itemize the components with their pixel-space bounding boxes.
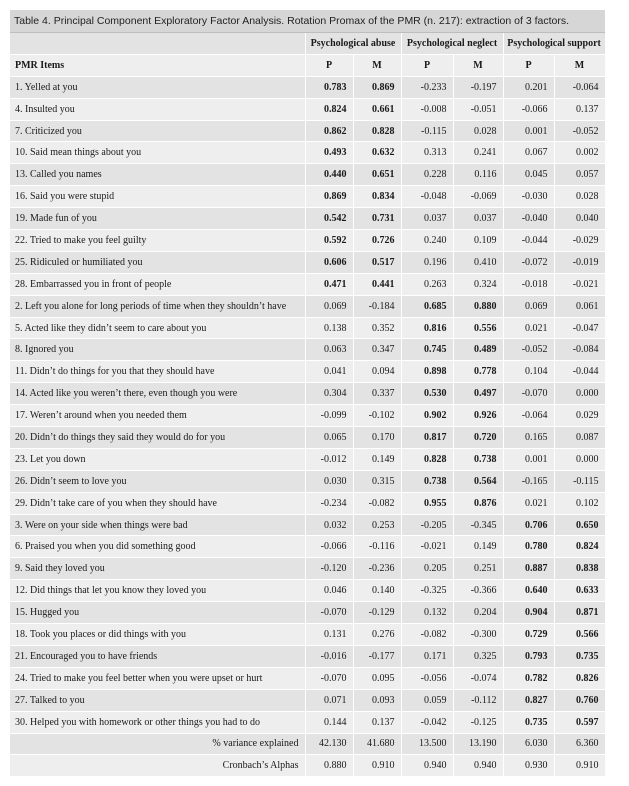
- loading-cell: 0.170: [353, 427, 401, 449]
- group-header-row: [10, 33, 605, 54]
- loading-cell: -0.044: [503, 230, 554, 252]
- pmr-item-label: 4. Insulted you: [10, 98, 305, 120]
- loading-cell: 0.869: [305, 186, 353, 208]
- loading-cell: -0.047: [554, 317, 605, 339]
- loading-cell: -0.070: [305, 602, 353, 624]
- table-row: [10, 251, 605, 273]
- loading-cell: -0.069: [453, 186, 503, 208]
- loading-cell: 0.138: [305, 317, 353, 339]
- footer-value-cell: 0.940: [453, 755, 503, 777]
- loading-cell: 0.304: [305, 383, 353, 405]
- subheader-m-support: M: [554, 54, 605, 76]
- footer-value-cell: 0.880: [305, 755, 353, 777]
- loading-cell: 0.102: [554, 492, 605, 514]
- table-row: [10, 208, 605, 230]
- loading-cell: 0.059: [401, 689, 453, 711]
- table-caption: Table 4. Principal Component Exploratory Factor Analysis. Rotation Promax of the PMR (n. 217): extraction of 3 factors.: [10, 10, 605, 33]
- table-row: [10, 711, 605, 733]
- loading-cell: -0.197: [453, 76, 503, 98]
- loading-cell: -0.019: [554, 251, 605, 273]
- loading-cell: -0.021: [554, 273, 605, 295]
- loading-cell: 0.661: [353, 98, 401, 120]
- loading-cell: -0.066: [305, 536, 353, 558]
- pmr-item-label: 17. Weren’t around when you needed them: [10, 405, 305, 427]
- loading-cell: 0.783: [305, 76, 353, 98]
- table-row: [10, 142, 605, 164]
- table-row: [10, 645, 605, 667]
- loading-cell: 0.887: [503, 558, 554, 580]
- items-header: PMR Items: [10, 54, 305, 76]
- loading-cell: 0.000: [554, 448, 605, 470]
- loading-cell: 0.137: [554, 98, 605, 120]
- loading-cell: 0.497: [453, 383, 503, 405]
- footer-value-cell: 0.940: [401, 755, 453, 777]
- pmr-item-label: 8. Ignored you: [10, 339, 305, 361]
- footer-label: Cronbach’s Alphas: [10, 755, 305, 777]
- table-row: [10, 383, 605, 405]
- loading-cell: 0.828: [353, 120, 401, 142]
- loading-cell: 0.926: [453, 405, 503, 427]
- loading-cell: 0.228: [401, 164, 453, 186]
- loading-cell: 0.095: [353, 667, 401, 689]
- loading-cell: 0.726: [353, 230, 401, 252]
- loading-cell: -0.300: [453, 624, 503, 646]
- loading-cell: 0.745: [401, 339, 453, 361]
- loading-cell: 0.556: [453, 317, 503, 339]
- pmr-item-label: 7. Criticized you: [10, 120, 305, 142]
- loading-cell: 0.471: [305, 273, 353, 295]
- group-header-abuse: Psychological abuse: [305, 33, 401, 54]
- loading-cell: 0.871: [554, 602, 605, 624]
- loading-cell: -0.082: [353, 492, 401, 514]
- loading-cell: 0.632: [353, 142, 401, 164]
- loading-cell: 0.880: [453, 295, 503, 317]
- loading-cell: 0.204: [453, 602, 503, 624]
- loading-cell: -0.205: [401, 514, 453, 536]
- footer-row: [10, 755, 605, 777]
- table-row: [10, 667, 605, 689]
- loading-cell: 0.263: [401, 273, 453, 295]
- loading-cell: 0.071: [305, 689, 353, 711]
- pmr-item-label: 12. Did things that let you know they loved you: [10, 580, 305, 602]
- loading-cell: 0.824: [554, 536, 605, 558]
- table-container: [10, 10, 605, 777]
- loading-cell: -0.345: [453, 514, 503, 536]
- loading-cell: 0.778: [453, 361, 503, 383]
- loading-cell: 0.876: [453, 492, 503, 514]
- loading-cell: 0.045: [503, 164, 554, 186]
- table-row: [10, 164, 605, 186]
- loading-cell: -0.366: [453, 580, 503, 602]
- footer-label: % variance explained: [10, 733, 305, 755]
- loading-cell: 0.201: [503, 76, 554, 98]
- pmr-item-label: 3. Were on your side when things were bad: [10, 514, 305, 536]
- loading-cell: 0.410: [453, 251, 503, 273]
- loading-cell: -0.016: [305, 645, 353, 667]
- group-header-neglect: Psychological neglect: [401, 33, 503, 54]
- loading-cell: 0.826: [554, 667, 605, 689]
- pmr-item-label: 10. Said mean things about you: [10, 142, 305, 164]
- pmr-item-label: 11. Didn’t do things for you that they should have: [10, 361, 305, 383]
- loading-cell: -0.082: [401, 624, 453, 646]
- table-row: [10, 317, 605, 339]
- loading-cell: -0.236: [353, 558, 401, 580]
- loading-cell: -0.234: [305, 492, 353, 514]
- table-row: [10, 558, 605, 580]
- subheader-p-support: P: [503, 54, 554, 76]
- table-row: [10, 339, 605, 361]
- loading-cell: 0.592: [305, 230, 353, 252]
- loading-cell: 0.094: [353, 361, 401, 383]
- loading-cell: -0.116: [353, 536, 401, 558]
- loading-cell: 0.315: [353, 470, 401, 492]
- pmr-item-label: 23. Let you down: [10, 448, 305, 470]
- loading-cell: -0.056: [401, 667, 453, 689]
- loading-cell: 0.337: [353, 383, 401, 405]
- loading-cell: 0.869: [353, 76, 401, 98]
- loading-cell: -0.115: [401, 120, 453, 142]
- loading-cell: -0.177: [353, 645, 401, 667]
- loading-cell: 0.037: [453, 208, 503, 230]
- loading-cell: 0.240: [401, 230, 453, 252]
- loading-cell: 0.030: [305, 470, 353, 492]
- table-row: [10, 427, 605, 449]
- pmr-item-label: 27. Talked to you: [10, 689, 305, 711]
- loading-cell: 0.720: [453, 427, 503, 449]
- footer-value-cell: 42.130: [305, 733, 353, 755]
- loading-cell: 0.731: [353, 208, 401, 230]
- loading-cell: 0.165: [503, 427, 554, 449]
- empty-header-cell: [10, 33, 305, 54]
- loading-cell: -0.120: [305, 558, 353, 580]
- loading-cell: -0.029: [554, 230, 605, 252]
- loading-cell: 0.132: [401, 602, 453, 624]
- loading-cell: -0.051: [453, 98, 503, 120]
- table-row: [10, 230, 605, 252]
- loading-cell: -0.184: [353, 295, 401, 317]
- loading-cell: 0.028: [554, 186, 605, 208]
- pmr-item-label: 28. Embarrassed you in front of people: [10, 273, 305, 295]
- loading-cell: 0.069: [305, 295, 353, 317]
- factor-analysis-table: [10, 33, 606, 777]
- pmr-item-label: 9. Said they loved you: [10, 558, 305, 580]
- loading-cell: -0.030: [503, 186, 554, 208]
- loading-cell: -0.044: [554, 361, 605, 383]
- loading-cell: 0.241: [453, 142, 503, 164]
- loading-cell: -0.112: [453, 689, 503, 711]
- loading-cell: -0.125: [453, 711, 503, 733]
- loading-cell: 0.706: [503, 514, 554, 536]
- loading-cell: 0.633: [554, 580, 605, 602]
- pmr-item-label: 26. Didn’t seem to love you: [10, 470, 305, 492]
- pmr-item-label: 1. Yelled at you: [10, 76, 305, 98]
- pmr-item-label: 22. Tried to make you feel guilty: [10, 230, 305, 252]
- loading-cell: 0.824: [305, 98, 353, 120]
- loading-cell: 0.325: [453, 645, 503, 667]
- loading-cell: -0.115: [554, 470, 605, 492]
- loading-cell: 0.046: [305, 580, 353, 602]
- loading-cell: -0.012: [305, 448, 353, 470]
- loading-cell: -0.040: [503, 208, 554, 230]
- loading-cell: 0.902: [401, 405, 453, 427]
- loading-cell: 0.793: [503, 645, 554, 667]
- loading-cell: 0.137: [353, 711, 401, 733]
- pmr-item-label: 2. Left you alone for long periods of time when they shouldn’t have: [10, 295, 305, 317]
- pmr-item-label: 19. Made fun of you: [10, 208, 305, 230]
- loading-cell: 0.087: [554, 427, 605, 449]
- loading-cell: -0.018: [503, 273, 554, 295]
- loading-cell: 0.032: [305, 514, 353, 536]
- table-row: [10, 624, 605, 646]
- loading-cell: 0.898: [401, 361, 453, 383]
- footer-value-cell: 13.500: [401, 733, 453, 755]
- loading-cell: 0.650: [554, 514, 605, 536]
- subheader-m-neglect: M: [453, 54, 503, 76]
- loading-cell: 0.640: [503, 580, 554, 602]
- loading-cell: -0.325: [401, 580, 453, 602]
- loading-cell: 0.566: [554, 624, 605, 646]
- loading-cell: 0.001: [503, 120, 554, 142]
- loading-cell: 0.489: [453, 339, 503, 361]
- loading-cell: 0.021: [503, 317, 554, 339]
- sub-header-row: [10, 54, 605, 76]
- loading-cell: 0.065: [305, 427, 353, 449]
- table-row: [10, 76, 605, 98]
- loading-cell: 0.782: [503, 667, 554, 689]
- table-row: [10, 98, 605, 120]
- loading-cell: 0.057: [554, 164, 605, 186]
- loading-cell: 0.001: [503, 448, 554, 470]
- loading-cell: 0.780: [503, 536, 554, 558]
- pmr-item-label: 25. Ridiculed or humiliated you: [10, 251, 305, 273]
- loading-cell: 0.067: [503, 142, 554, 164]
- table-row: [10, 273, 605, 295]
- loading-cell: -0.052: [554, 120, 605, 142]
- loading-cell: 0.313: [401, 142, 453, 164]
- loading-cell: 0.149: [453, 536, 503, 558]
- subheader-p-neglect: P: [401, 54, 453, 76]
- loading-cell: -0.048: [401, 186, 453, 208]
- loading-cell: 0.440: [305, 164, 353, 186]
- loading-cell: 0.838: [554, 558, 605, 580]
- table-row: [10, 295, 605, 317]
- footer-row: [10, 733, 605, 755]
- loading-cell: 0.196: [401, 251, 453, 273]
- pmr-item-label: 15. Hugged you: [10, 602, 305, 624]
- loading-cell: -0.052: [503, 339, 554, 361]
- loading-cell: 0.597: [554, 711, 605, 733]
- loading-cell: 0.817: [401, 427, 453, 449]
- loading-cell: 0.104: [503, 361, 554, 383]
- loading-cell: 0.276: [353, 624, 401, 646]
- loading-cell: 0.140: [353, 580, 401, 602]
- table-row: [10, 470, 605, 492]
- footer-value-cell: 6.030: [503, 733, 554, 755]
- pmr-item-label: 14. Acted like you weren’t there, even though you were: [10, 383, 305, 405]
- table-row: [10, 448, 605, 470]
- loading-cell: 0.149: [353, 448, 401, 470]
- pmr-item-label: 16. Said you were stupid: [10, 186, 305, 208]
- loading-cell: -0.070: [503, 383, 554, 405]
- loading-cell: 0.352: [353, 317, 401, 339]
- loading-cell: 0.493: [305, 142, 353, 164]
- loading-cell: -0.072: [503, 251, 554, 273]
- footer-value-cell: 0.930: [503, 755, 554, 777]
- loading-cell: -0.074: [453, 667, 503, 689]
- table-row: [10, 492, 605, 514]
- loading-cell: -0.064: [503, 405, 554, 427]
- loading-cell: 0.735: [554, 645, 605, 667]
- footer-value-cell: 13.190: [453, 733, 503, 755]
- table-row: [10, 580, 605, 602]
- loading-cell: 0.862: [305, 120, 353, 142]
- loading-cell: 0.205: [401, 558, 453, 580]
- table-row: [10, 186, 605, 208]
- loading-cell: 0.517: [353, 251, 401, 273]
- loading-cell: 0.738: [401, 470, 453, 492]
- loading-cell: 0.028: [453, 120, 503, 142]
- loading-cell: 0.738: [453, 448, 503, 470]
- table-row: [10, 602, 605, 624]
- loading-cell: 0.029: [554, 405, 605, 427]
- loading-cell: 0.040: [554, 208, 605, 230]
- loading-cell: -0.165: [503, 470, 554, 492]
- loading-cell: 0.530: [401, 383, 453, 405]
- loading-cell: 0.109: [453, 230, 503, 252]
- pmr-item-label: 13. Called you names: [10, 164, 305, 186]
- loading-cell: 0.000: [554, 383, 605, 405]
- loading-cell: 0.827: [503, 689, 554, 711]
- loading-cell: 0.131: [305, 624, 353, 646]
- subheader-m-abuse: M: [353, 54, 401, 76]
- loading-cell: 0.904: [503, 602, 554, 624]
- subheader-p-abuse: P: [305, 54, 353, 76]
- loading-cell: -0.233: [401, 76, 453, 98]
- loading-cell: 0.021: [503, 492, 554, 514]
- table-row: [10, 120, 605, 142]
- pmr-item-label: 6. Praised you when you did something good: [10, 536, 305, 558]
- pmr-item-label: 21. Encouraged you to have friends: [10, 645, 305, 667]
- loading-cell: 0.834: [353, 186, 401, 208]
- loading-cell: 0.324: [453, 273, 503, 295]
- loading-cell: 0.651: [353, 164, 401, 186]
- loading-cell: 0.735: [503, 711, 554, 733]
- loading-cell: 0.760: [554, 689, 605, 711]
- footer-value-cell: 6.360: [554, 733, 605, 755]
- pmr-item-label: 18. Took you places or did things with you: [10, 624, 305, 646]
- loading-cell: -0.099: [305, 405, 353, 427]
- loading-cell: -0.070: [305, 667, 353, 689]
- loading-cell: -0.066: [503, 98, 554, 120]
- pmr-item-label: 29. Didn’t take care of you when they should have: [10, 492, 305, 514]
- loading-cell: -0.008: [401, 98, 453, 120]
- loading-cell: 0.347: [353, 339, 401, 361]
- pmr-item-label: 30. Helped you with homework or other things you had to do: [10, 711, 305, 733]
- pmr-item-label: 20. Didn’t do things they said they would do for you: [10, 427, 305, 449]
- footer-value-cell: 0.910: [353, 755, 401, 777]
- loading-cell: -0.102: [353, 405, 401, 427]
- loading-cell: 0.564: [453, 470, 503, 492]
- loading-cell: -0.064: [554, 76, 605, 98]
- footer-value-cell: 41.680: [353, 733, 401, 755]
- footer-value-cell: 0.910: [554, 755, 605, 777]
- loading-cell: 0.116: [453, 164, 503, 186]
- loading-cell: 0.037: [401, 208, 453, 230]
- loading-cell: 0.542: [305, 208, 353, 230]
- loading-cell: -0.042: [401, 711, 453, 733]
- loading-cell: 0.828: [401, 448, 453, 470]
- loading-cell: 0.069: [503, 295, 554, 317]
- pmr-item-label: 5. Acted like they didn’t seem to care about you: [10, 317, 305, 339]
- loading-cell: 0.002: [554, 142, 605, 164]
- loading-cell: 0.729: [503, 624, 554, 646]
- loading-cell: 0.685: [401, 295, 453, 317]
- loading-cell: 0.816: [401, 317, 453, 339]
- pmr-item-label: 24. Tried to make you feel better when you were upset or hurt: [10, 667, 305, 689]
- loading-cell: 0.171: [401, 645, 453, 667]
- table-row: [10, 361, 605, 383]
- loading-cell: 0.606: [305, 251, 353, 273]
- loading-cell: 0.251: [453, 558, 503, 580]
- loading-cell: 0.041: [305, 361, 353, 383]
- table-row: [10, 405, 605, 427]
- loading-cell: 0.253: [353, 514, 401, 536]
- table-row: [10, 514, 605, 536]
- loading-cell: 0.063: [305, 339, 353, 361]
- table-row: [10, 689, 605, 711]
- table-row: [10, 536, 605, 558]
- loading-cell: -0.084: [554, 339, 605, 361]
- loading-cell: 0.144: [305, 711, 353, 733]
- group-header-support: Psychological support: [503, 33, 605, 54]
- loading-cell: 0.441: [353, 273, 401, 295]
- loading-cell: 0.061: [554, 295, 605, 317]
- loading-cell: -0.021: [401, 536, 453, 558]
- loading-cell: 0.955: [401, 492, 453, 514]
- loading-cell: 0.093: [353, 689, 401, 711]
- loading-cell: -0.129: [353, 602, 401, 624]
